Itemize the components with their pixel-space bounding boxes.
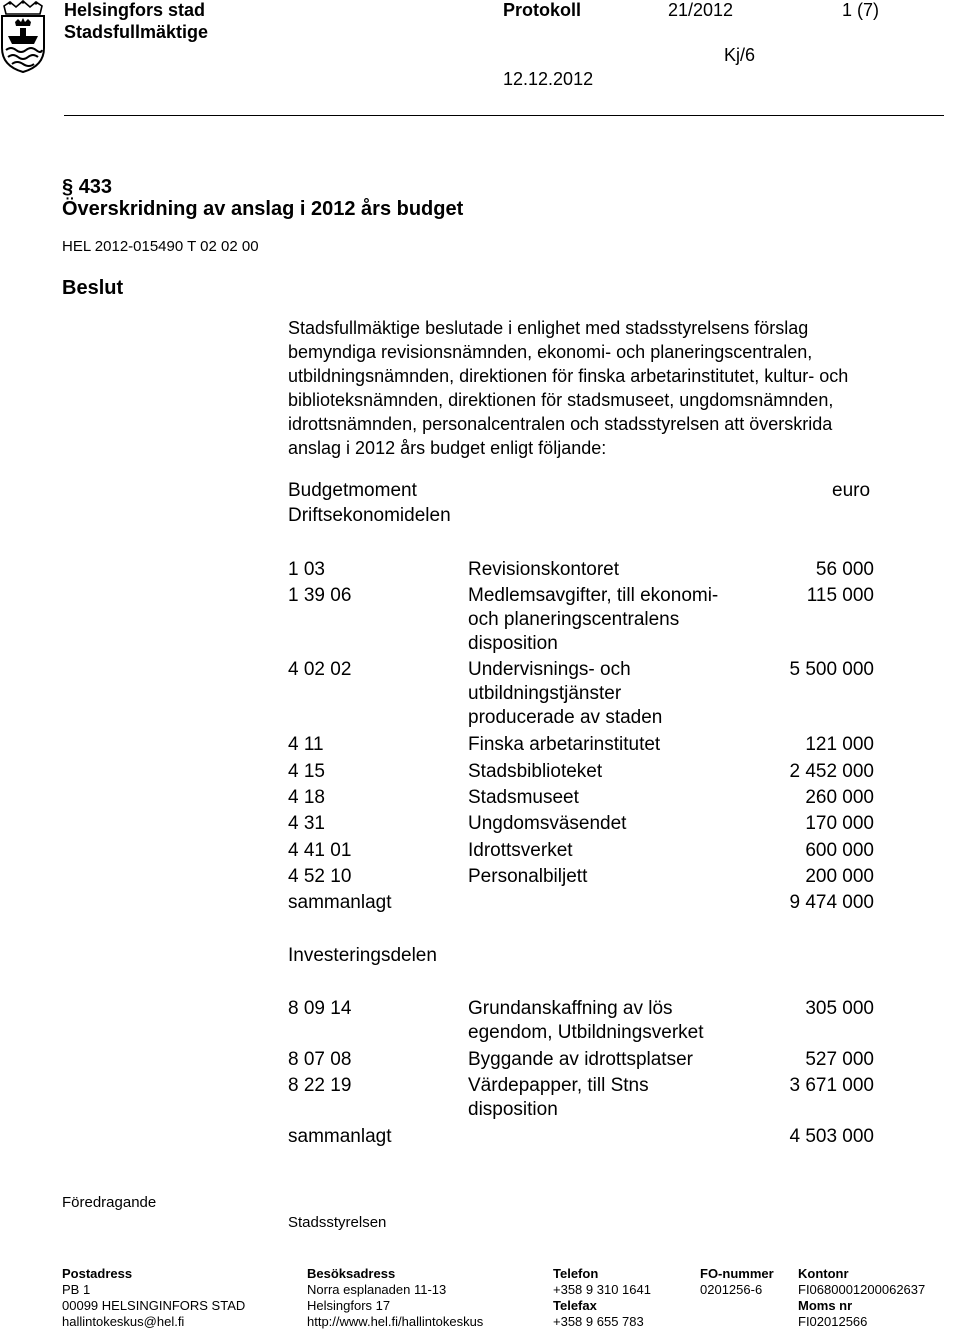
footer-line: +358 9 655 783	[553, 1314, 644, 1329]
footer-line: 00099 HELSINGINFORS STAD	[62, 1298, 246, 1313]
decision-line: utbildningsnämnden, direktionen för finska arbetarinstitutet, kultur- och	[288, 366, 849, 386]
budget-amount: 2 452 000	[789, 761, 874, 782]
budget-code: 4 18	[288, 787, 325, 808]
operating-section-title: Driftsekonomidelen	[288, 505, 451, 526]
budget-amount: 260 000	[805, 787, 874, 808]
decision-line: biblioteksnämnden, direktionen för stadsmuseet, ungdomsnämnden,	[288, 390, 834, 410]
budget-code: 4 41 01	[288, 840, 352, 861]
total-label: sammanlagt	[288, 892, 392, 913]
decision-line: anslag i 2012 års budget enligt följande:	[288, 438, 607, 458]
budget-code: 4 15	[288, 761, 325, 782]
footer-line: Helsingfors 17	[307, 1298, 391, 1313]
decision-text	[288, 316, 948, 460]
budget-amount: 3 671 000	[789, 1075, 874, 1096]
header-divider	[64, 115, 944, 116]
footer-line: Norra esplanaden 11-13	[307, 1282, 447, 1297]
footer-account	[798, 1266, 925, 1330]
budget-description: Personalbiljett	[468, 866, 588, 887]
budget-column-header: Budgetmoment	[288, 480, 417, 501]
presenter-label: Föredragande	[62, 1194, 157, 1211]
helsinki-coat-of-arms-icon	[0, 0, 46, 74]
protocol-number: 21/2012	[668, 0, 734, 20]
budget-amount: 5 500 000	[789, 659, 874, 680]
budget-code: 4 02 02	[288, 659, 352, 680]
budget-code: 4 31	[288, 813, 325, 834]
budget-amount: 121 000	[805, 734, 874, 755]
budget-amount: 305 000	[805, 998, 874, 1019]
budget-code: 8 09 14	[288, 998, 352, 1019]
body-name: Stadsfullmäktige	[64, 22, 209, 42]
investment-section-title: Investeringsdelen	[288, 945, 437, 966]
section-symbol: §	[62, 176, 74, 198]
footer-line: http://www.hel.fi/hallintokeskus	[307, 1314, 484, 1329]
decision-line: Stadsfullmäktige beslutade i enlighet med stadsstyrelsens förslag	[288, 318, 809, 338]
budget-code: 1 39 06	[288, 585, 352, 606]
section-heading	[62, 175, 112, 199]
budget-description: Byggande av idrottsplatser	[468, 1049, 693, 1070]
budget-code: 4 11	[288, 734, 324, 755]
decision-line: idrottsnämnden, personalcentralen och stadsstyrelsen att överskrida	[288, 414, 833, 434]
budget-code: 4 52 10	[288, 866, 352, 887]
footer-heading: FO-nummer	[700, 1266, 774, 1281]
reference-code: Kj/6	[724, 45, 756, 65]
total-label: sammanlagt	[288, 1126, 392, 1147]
footer-phone	[553, 1266, 651, 1330]
budget-amount: 200 000	[805, 866, 874, 887]
footer-heading: Telefon	[553, 1266, 599, 1281]
footer-line: +358 9 310 1641	[553, 1282, 651, 1297]
budget-code: 8 07 08	[288, 1049, 352, 1070]
footer-visiting-address	[307, 1266, 483, 1330]
budget-amount: 600 000	[805, 840, 874, 861]
footer-line: FI0680001200062637	[798, 1282, 926, 1297]
budget-description: Finska arbetarinstitutet	[468, 734, 661, 755]
decision-line: bemyndiga revisionsnämnden, ekonomi- och planeringscentralen,	[288, 342, 813, 362]
footer-postal-address	[62, 1266, 245, 1330]
budget-description: Idrottsverket	[468, 840, 573, 861]
budget-description: Revisionskontoret	[468, 559, 620, 580]
total-amount: 4 503 000	[789, 1126, 874, 1147]
diary-number: HEL 2012-015490 T 02 02 00	[62, 238, 259, 255]
budget-description: Medlemsavgifter, till ekonomi- och planeringscentralens disposition	[468, 585, 719, 654]
footer-heading: Moms nr	[798, 1298, 853, 1313]
budget-amount: 170 000	[805, 813, 874, 834]
page-indicator: 1 (7)	[842, 0, 880, 20]
presenter-value: Stadsstyrelsen	[288, 1214, 387, 1231]
document-type: Protokoll	[503, 0, 582, 20]
footer-heading: Telefax	[553, 1298, 597, 1313]
footer-line: 0201256-6	[700, 1282, 763, 1297]
footer-line: hallintokeskus@hel.fi	[62, 1314, 185, 1329]
meeting-date: 12.12.2012	[503, 69, 594, 89]
budget-description: Undervisnings- och utbildningstjänster producerade av staden	[468, 659, 663, 728]
footer-business-id	[700, 1266, 774, 1298]
footer-line: PB 1	[62, 1282, 91, 1297]
total-amount: 9 474 000	[789, 892, 874, 913]
budget-description: Ungdomsväsendet	[468, 813, 627, 834]
budget-amount: 115 000	[806, 585, 874, 606]
footer-heading: Besöksadress	[307, 1266, 396, 1281]
budget-amount: 527 000	[805, 1049, 874, 1070]
budget-description: Värdepapper, till Stns disposition	[468, 1075, 649, 1120]
footer-line: FI02012566	[798, 1314, 868, 1329]
budget-description: Stadsmuseet	[468, 787, 579, 808]
budget-description: Stadsbiblioteket	[468, 761, 603, 782]
footer-heading: Kontonr	[798, 1266, 849, 1281]
budget-amount: 56 000	[815, 559, 874, 580]
section-number: 433	[78, 176, 113, 198]
budget-description: Grundanskaffning av lös egendom, Utbildningsverket	[468, 998, 704, 1043]
footer-heading: Postadress	[62, 1266, 133, 1281]
budget-code: 1 03	[288, 559, 325, 580]
section-title: Överskridning av anslag i 2012 års budget	[62, 198, 464, 220]
currency-header: euro	[832, 480, 871, 501]
decision-heading: Beslut	[62, 277, 124, 299]
organization-name: Helsingfors stad	[64, 0, 206, 20]
budget-code: 8 22 19	[288, 1075, 352, 1096]
